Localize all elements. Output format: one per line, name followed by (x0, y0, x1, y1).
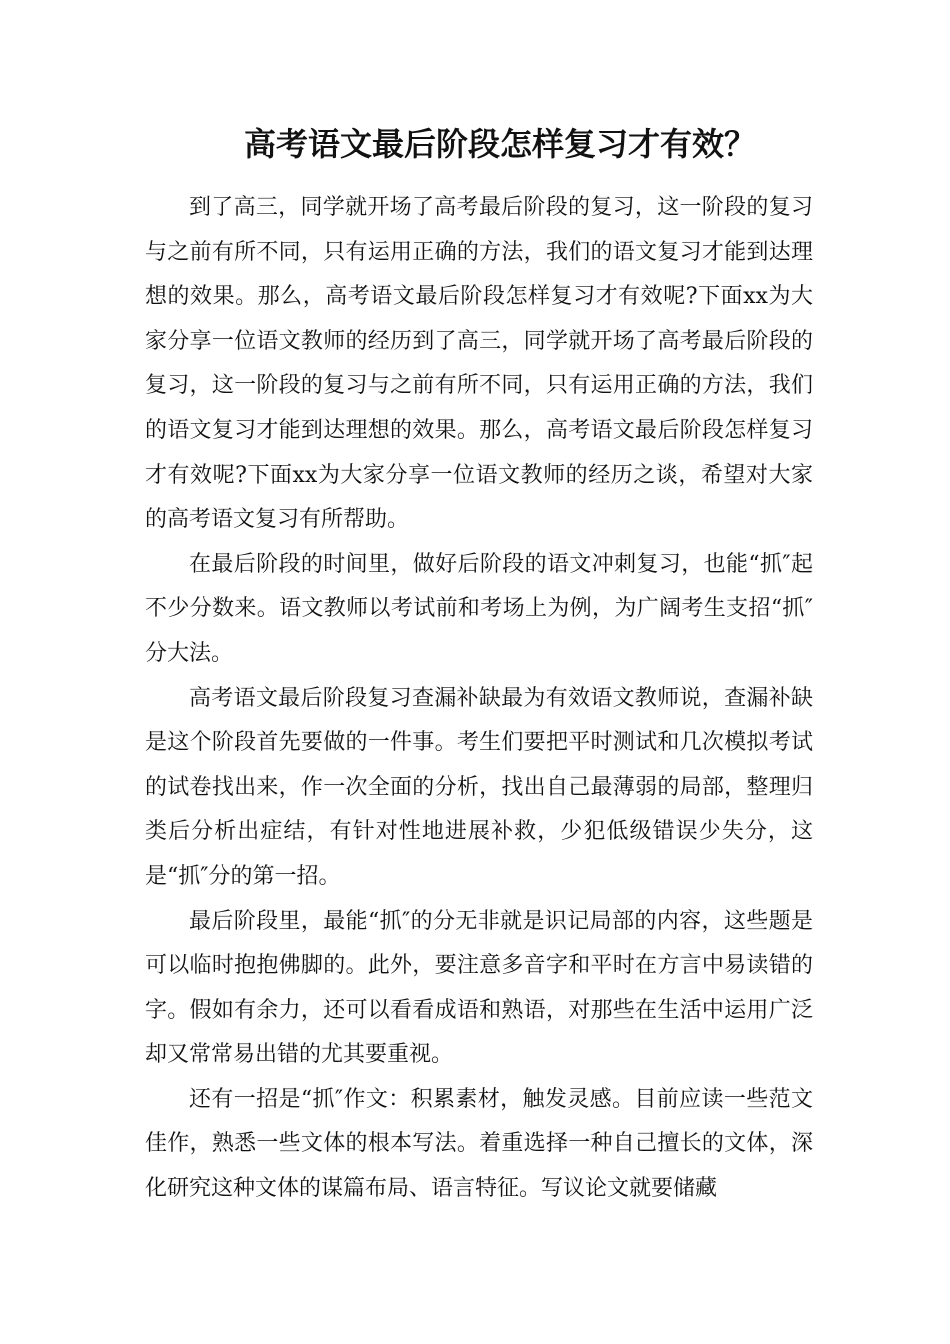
paragraph-2: 在最后阶段的时间里，做好后阶段的语文冲刺复习，也能“抓″起不少分数来。语文教师以考试前和考场上为例，为广阔考生支招“抓″分大法。 (145, 551, 813, 666)
paragraph-5: 还有一招是“抓″作文：积累素材，触发灵感。目前应读一些范文佳作，熟悉一些文体的根本写法。着重选择一种自己擅长的文体，深化研究这种文体的谋篇布局、语言特征。写议论文就要储藏 (145, 1086, 813, 1202)
document-body (145, 186, 813, 1212)
paragraph-3: 高考语文最后阶段复习查漏补缺最为有效语文教师说，查漏补缺是这个阶段首先要做的一件事。考生们要把平时测试和几次模拟考试的试卷找出来，作一次全面的分析，找出自己最薄弱的局部，整理归类后分析出症结，有针对性地进展补救，少犯低级错误少失分，这是“抓″分的第一招。 (145, 685, 813, 889)
paragraph-1: 到了高三，同学就开场了高考最后阶段的复习，这一阶段的复习与之前有所不同，只有运用正确的方法，我们的语文复习才能到达理想的效果。那么，高考语文最后阶段怎样复习才有效呢?下面xx为大家分享一位语文教师的经历到了高三，同学就开场了高考最后阶段的复习，这一阶段的复习与之前有所不同，只有运用正确的方法，我们的语文复习才能到达理想的效果。那么，高考语文最后阶段怎样复习才有效呢?下面xx为大家分享一位语文教师的经历之谈，希望对大家的高考语文复习有所帮助。 (145, 195, 813, 533)
document-title: 高考语文最后阶段怎样复习才有效？ (243, 125, 756, 163)
paragraph-4: 最后阶段里，最能“抓″的分无非就是识记局部的内容，这些题是可以临时抱抱佛脚的。此外，要注意多音字和平时在方言中易读错的字。假如有余力，还可以看看成语和熟语，对那些在生活中运用广泛却又常常易出错的尤其要重视。 (145, 908, 813, 1068)
